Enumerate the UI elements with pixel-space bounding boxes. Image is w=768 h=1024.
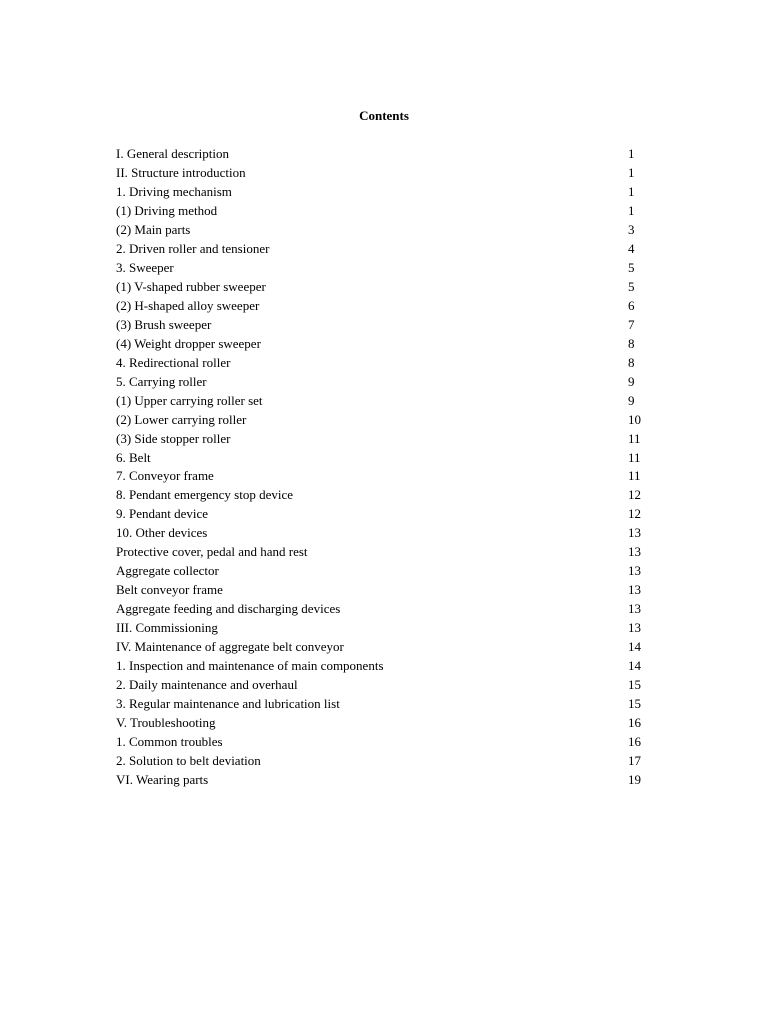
toc-entry: [116, 638, 648, 657]
toc-entry-label: 2. Driven roller and tensioner: [116, 240, 270, 256]
toc-entry: [116, 316, 648, 335]
toc-entry-label: 10. Other devices: [116, 525, 208, 541]
toc-entry-page-number: 19: [628, 771, 641, 787]
toc-entry-label: (4) Weight dropper sweeper: [116, 335, 261, 351]
toc-entry-label: 1. Common troubles: [116, 734, 223, 750]
toc-entry-page-number: 13: [628, 620, 641, 636]
toc-entry-label: (2) Main parts: [116, 221, 191, 237]
toc-entry-label: VI. Wearing parts: [116, 771, 209, 787]
toc-entry: [116, 486, 648, 505]
toc-entry-label: 2. Daily maintenance and overhaul: [116, 677, 298, 693]
toc-entry-label: V. Troubleshooting: [116, 715, 216, 731]
toc-entry-page-number: 14: [628, 639, 641, 655]
toc-entry-page-number: 8: [628, 354, 635, 370]
toc-entry-page-number: 13: [628, 544, 641, 560]
toc-entry: [116, 240, 648, 259]
toc-entry: [116, 714, 648, 733]
toc-entry-label: 8. Pendant emergency stop device: [116, 487, 294, 503]
toc-entry: [116, 183, 648, 202]
toc-entry: [116, 259, 648, 278]
toc-entry-label: (3) Brush sweeper: [116, 316, 212, 332]
toc-entry-page-number: 7: [628, 316, 635, 332]
toc-entry-page-number: 13: [628, 601, 641, 617]
toc-entry-label: (2) Lower carrying roller: [116, 411, 247, 427]
toc-entry: [116, 752, 648, 771]
toc-entry: [116, 354, 648, 373]
toc-entry-page-number: 12: [628, 487, 641, 503]
toc-entry: [116, 145, 648, 164]
toc-entry-label: 9. Pendant device: [116, 506, 209, 522]
toc-entry: [116, 619, 648, 638]
toc-entry-label: I. General description: [116, 146, 229, 161]
toc-entry: [116, 733, 648, 752]
toc-entry-label: IV. Maintenance of aggregate belt conveyor: [116, 639, 344, 655]
toc-entry-page-number: 13: [628, 582, 641, 598]
toc-entry: [116, 335, 648, 354]
toc-entry-label: 7. Conveyor frame: [116, 468, 214, 484]
toc-entry: [116, 449, 648, 468]
toc-entry-page-number: 3: [628, 221, 635, 237]
toc-entry-label: 4. Redirectional roller: [116, 354, 231, 370]
toc-entry-page-number: 6: [628, 297, 635, 313]
toc-entry-label: Protective cover, pedal and hand rest: [116, 544, 308, 560]
toc-entry-label: 3. Regular maintenance and lubrication list: [116, 696, 340, 712]
toc-entry-label: (1) Driving method: [116, 202, 218, 218]
toc-entry-label: (3) Side stopper roller: [116, 430, 231, 446]
toc-entry-label: (1) V-shaped rubber sweeper: [116, 278, 266, 294]
toc-entry-label: Aggregate collector: [116, 563, 219, 579]
toc-entry-page-number: 16: [628, 734, 641, 750]
toc-entry: [116, 524, 648, 543]
table-of-contents: [116, 145, 648, 790]
toc-entry-page-number: 5: [628, 278, 635, 294]
toc-entry: [116, 505, 648, 524]
toc-entry-page-number: 1: [628, 164, 635, 180]
toc-entry-label: 1. Driving mechanism: [116, 183, 232, 199]
toc-entry: [116, 430, 648, 449]
toc-entry: [116, 297, 648, 316]
toc-entry-label: 2. Solution to belt deviation: [116, 753, 261, 768]
toc-entry-label: 5. Carrying roller: [116, 373, 207, 389]
toc-entry-label: III. Commissioning: [116, 620, 218, 636]
toc-entry-page-number: 12: [628, 506, 641, 522]
toc-entry: [116, 392, 648, 411]
toc-entry-label: 6. Belt: [116, 449, 151, 465]
toc-entry: [116, 467, 648, 486]
toc-entry: [116, 543, 648, 562]
toc-entry: [116, 695, 648, 714]
toc-entry-page-number: 11: [628, 449, 641, 465]
toc-entry: [116, 676, 648, 695]
toc-entry: [116, 581, 648, 600]
toc-entry-label: 1. Inspection and maintenance of main components: [116, 658, 384, 674]
toc-entry: [116, 657, 648, 676]
toc-entry-page-number: 17: [628, 753, 641, 768]
toc-entry-page-number: 13: [628, 525, 641, 541]
toc-entry: [116, 221, 648, 240]
toc-entry-page-number: 1: [628, 146, 635, 161]
toc-entry: [116, 373, 648, 392]
toc-entry-page-number: 1: [628, 183, 635, 199]
toc-entry-page-number: 13: [628, 563, 641, 579]
toc-entry-label: (2) H-shaped alloy sweeper: [116, 297, 260, 313]
toc-entry: [116, 562, 648, 581]
toc-entry-page-number: 8: [628, 335, 635, 351]
toc-entry-label: Belt conveyor frame: [116, 582, 223, 598]
toc-entry: [116, 411, 648, 430]
toc-entry-page-number: 4: [628, 240, 635, 256]
toc-entry: [116, 202, 648, 221]
toc-entry-label: 3. Sweeper: [116, 259, 174, 275]
toc-entry: [116, 771, 648, 790]
toc-entry-page-number: 15: [628, 677, 641, 693]
toc-entry-page-number: 1: [628, 202, 635, 218]
toc-entry-page-number: 11: [628, 430, 641, 446]
toc-entry: [116, 164, 648, 183]
toc-entry-page-number: 14: [628, 658, 641, 674]
toc-entry-label: Aggregate feeding and discharging devices: [116, 601, 341, 617]
contents-title: Contents: [359, 108, 409, 123]
toc-entry-page-number: 11: [628, 468, 641, 484]
toc-entry-page-number: 10: [628, 411, 641, 427]
toc-entry-label: (1) Upper carrying roller set: [116, 392, 263, 408]
toc-entry: [116, 278, 648, 297]
toc-entry-label: II. Structure introduction: [116, 164, 246, 180]
toc-entry: [116, 600, 648, 619]
toc-entry-page-number: 9: [628, 373, 635, 389]
toc-entry-page-number: 9: [628, 392, 635, 408]
toc-entry-page-number: 15: [628, 696, 641, 712]
toc-entry-page-number: 16: [628, 715, 641, 731]
toc-entry-page-number: 5: [628, 259, 635, 275]
